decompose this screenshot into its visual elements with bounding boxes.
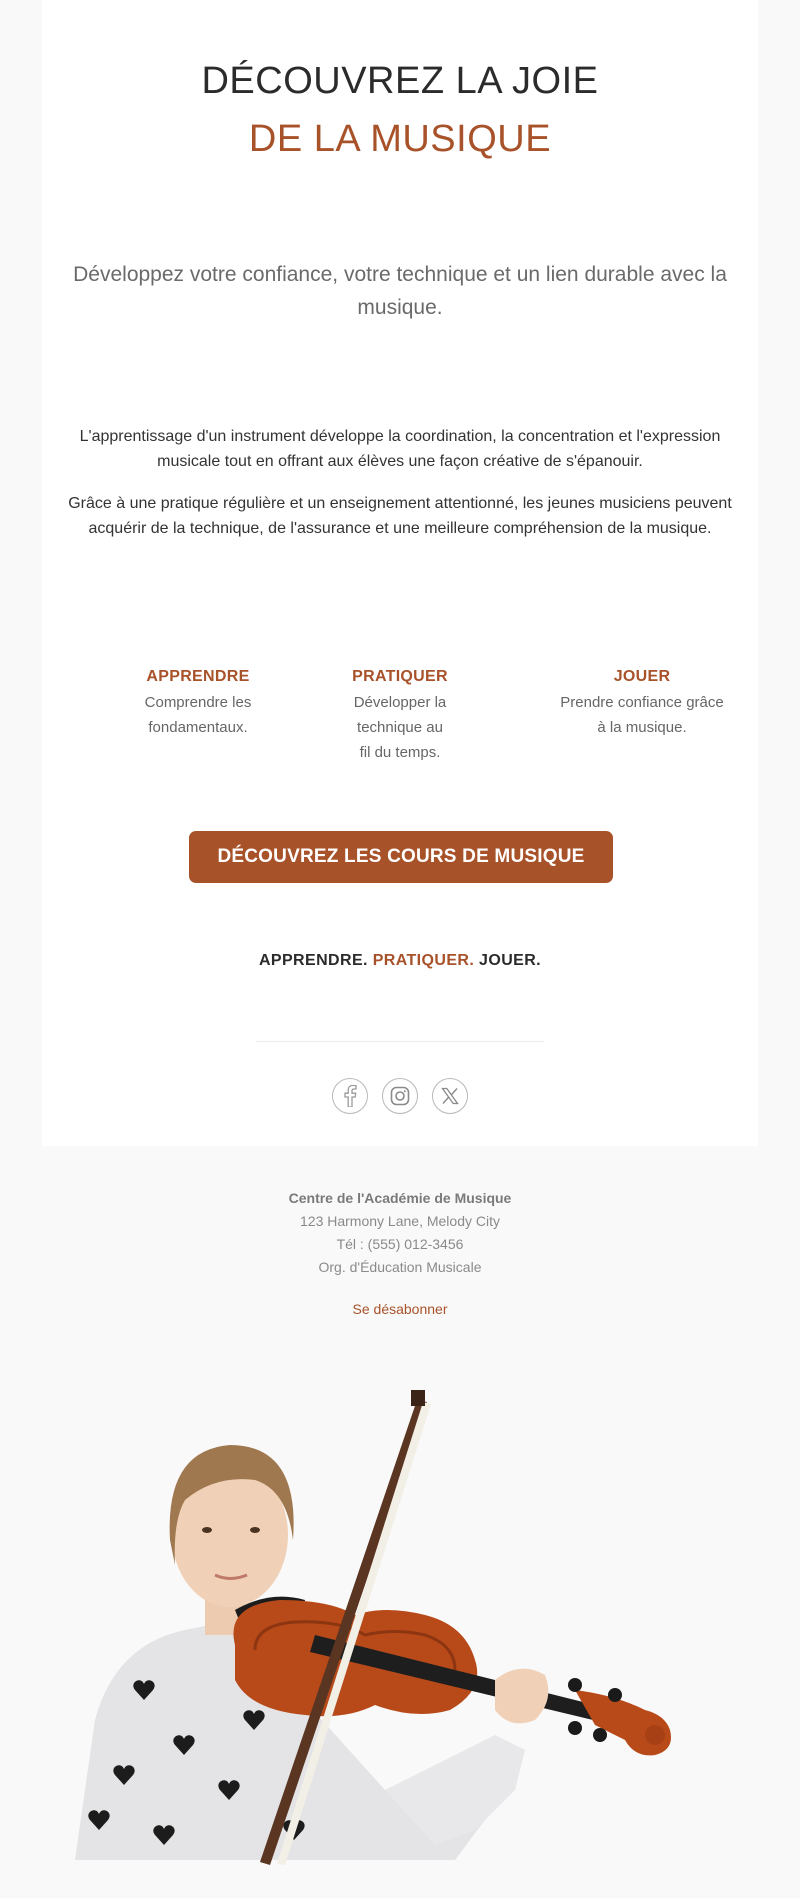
facebook-link[interactable] <box>332 1078 368 1114</box>
feature-title: PRATIQUER <box>352 668 448 685</box>
body-paragraph-1: L'apprentissage d'un instrument développe la coordination, la concentration et l'expression musicale tout en offrant aux élèves une façon créative de s'épanouir. <box>79 428 721 470</box>
hero-title <box>42 52 758 168</box>
footer-org-name: Centre de l'Académie de Musique <box>288 1190 512 1206</box>
tagline <box>42 952 758 970</box>
feature-text: Prendre confiance grâce à la musique. <box>560 694 724 736</box>
footer <box>0 1187 800 1279</box>
footer-address: 123 Harmony Lane, Melody City <box>300 1213 500 1229</box>
hero-title-line2: DE LA MUSIQUE <box>248 118 552 160</box>
feature-text: Comprendre les fondamentaux. <box>144 694 252 736</box>
feature-title: JOUER <box>613 668 671 685</box>
tagline-learn: APPRENDRE. <box>258 952 373 969</box>
feature-learn <box>108 664 288 740</box>
x-link[interactable] <box>432 1078 468 1114</box>
facebook-icon <box>343 1085 357 1107</box>
features-row <box>42 664 758 774</box>
tagline-play: JOUER. <box>474 952 542 969</box>
child-violin-photo <box>55 1390 755 1870</box>
feature-title: APPRENDRE <box>146 668 250 685</box>
hero-title-line1: DÉCOUVREZ LA JOIE <box>201 60 599 102</box>
body-paragraph-2: Grâce à une pratique régulière et un enseignement attentionné, les jeunes musiciens peuvent acquérir de la technique, de l'assurance et une meilleure compréhension de la musique. <box>68 495 732 537</box>
feature-text: Développer la technique au fil du temps. <box>353 694 447 761</box>
divider <box>256 1041 544 1042</box>
footer-org-type: Org. d'Éducation Musicale <box>318 1259 482 1275</box>
feature-play <box>552 664 732 740</box>
body-text <box>66 424 734 558</box>
discover-courses-button[interactable]: DÉCOUVREZ LES COURS DE MUSIQUE <box>189 831 613 883</box>
email-card <box>42 0 758 1146</box>
x-icon <box>441 1087 459 1105</box>
feature-practice <box>310 664 490 765</box>
unsubscribe-link[interactable]: Se désabonner <box>352 1301 448 1317</box>
tagline-practice: PRATIQUER. <box>372 952 475 969</box>
instagram-icon <box>390 1086 410 1106</box>
social-links <box>42 1078 758 1114</box>
instagram-link[interactable] <box>382 1078 418 1114</box>
footer-phone: Tél : (555) 012-3456 <box>336 1236 464 1252</box>
subtitle: Développez votre confiance, votre technique et un lien durable avec la musique. <box>73 263 727 319</box>
